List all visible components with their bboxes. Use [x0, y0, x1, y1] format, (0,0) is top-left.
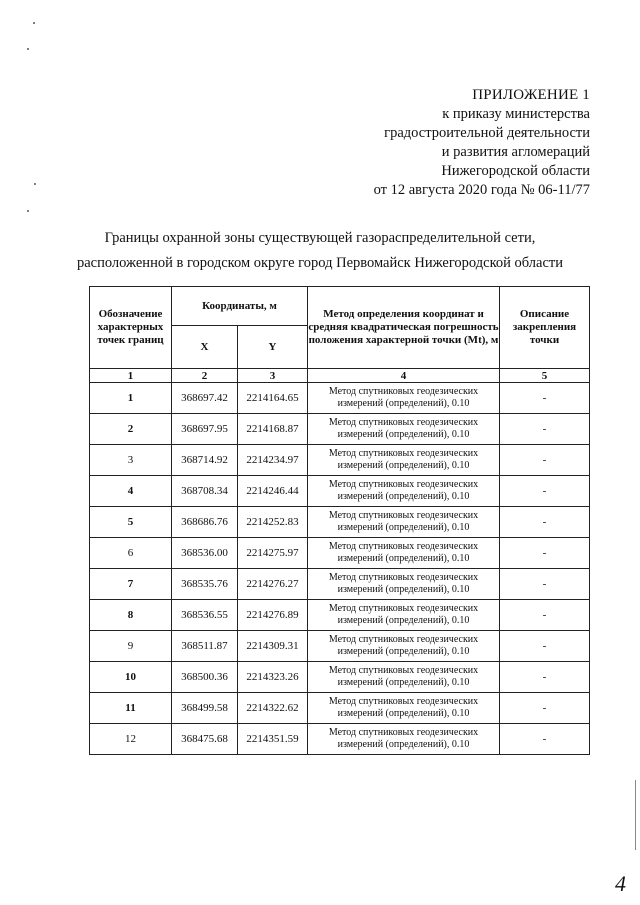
y-coordinate-cell: 2214234.97: [238, 445, 308, 476]
table-row: [90, 662, 590, 693]
column-number: 1: [90, 369, 172, 383]
point-cell: 6: [90, 538, 172, 569]
y-coordinate-cell: 2214309.31: [238, 631, 308, 662]
document-title-line: расположенной в городском округе город Первомайск Нижегородской области: [76, 255, 563, 271]
page-number: 4: [615, 871, 626, 896]
column-number: 4: [308, 369, 500, 383]
method-cell: Метод спутниковых геодезических измерений (определений), 0.10: [308, 414, 500, 445]
column-number-row: [90, 369, 590, 383]
x-coordinate-cell: 368714.92: [172, 445, 238, 476]
table-row: [90, 631, 590, 662]
x-coordinate-cell: 368536.00: [172, 538, 238, 569]
method-cell: Метод спутниковых геодезических измерений (определений), 0.10: [308, 662, 500, 693]
description-cell: -: [500, 507, 590, 538]
method-cell: Метод спутниковых геодезических измерений (определений), 0.10: [308, 600, 500, 631]
table-row: [90, 445, 590, 476]
appendix-line: к приказу министерства: [442, 106, 590, 122]
x-coordinate-cell: 368511.87: [172, 631, 238, 662]
scan-speck: [34, 183, 36, 185]
y-coordinate-cell: 2214275.97: [238, 538, 308, 569]
column-number: 3: [238, 369, 308, 383]
method-cell: Метод спутниковых геодезических измерений (определений), 0.10: [308, 569, 500, 600]
description-cell: -: [500, 724, 590, 755]
point-cell: 9: [90, 631, 172, 662]
x-coordinate-cell: 368708.34: [172, 476, 238, 507]
description-cell: -: [500, 414, 590, 445]
y-coordinate-cell: 2214322.62: [238, 693, 308, 724]
method-cell: Метод спутниковых геодезических измерений (определений), 0.10: [308, 476, 500, 507]
description-cell: -: [500, 476, 590, 507]
y-coordinate-cell: 2214276.89: [238, 600, 308, 631]
x-coordinate-cell: 368475.68: [172, 724, 238, 755]
scan-speck: [33, 22, 35, 24]
point-cell: 4: [90, 476, 172, 507]
table-row: [90, 569, 590, 600]
description-cell: -: [500, 383, 590, 414]
header-point-designation: Обозначение характерных точек границ: [90, 287, 172, 369]
method-cell: Метод спутниковых геодезических измерений (определений), 0.10: [308, 724, 500, 755]
description-cell: -: [500, 600, 590, 631]
table-row: [90, 383, 590, 414]
appendix-title: ПРИЛОЖЕНИЕ 1: [472, 87, 590, 103]
y-coordinate-cell: 2214351.59: [238, 724, 308, 755]
y-coordinate-cell: 2214252.83: [238, 507, 308, 538]
y-coordinate-cell: 2214246.44: [238, 476, 308, 507]
method-cell: Метод спутниковых геодезических измерений (определений), 0.10: [308, 631, 500, 662]
table-row: [90, 538, 590, 569]
table-body: [90, 383, 590, 755]
table-row: [90, 693, 590, 724]
scan-edge-line: [635, 780, 636, 850]
x-coordinate-cell: 368500.36: [172, 662, 238, 693]
description-cell: -: [500, 631, 590, 662]
point-cell: 7: [90, 569, 172, 600]
point-cell: 3: [90, 445, 172, 476]
appendix-line: Нижегородской области: [441, 163, 590, 179]
table-row: [90, 476, 590, 507]
y-coordinate-cell: 2214323.26: [238, 662, 308, 693]
coordinates-table: [89, 286, 590, 755]
x-coordinate-cell: 368697.42: [172, 383, 238, 414]
x-coordinate-cell: 368535.76: [172, 569, 238, 600]
point-cell: 11: [90, 693, 172, 724]
point-cell: 10: [90, 662, 172, 693]
method-cell: Метод спутниковых геодезических измерений (определений), 0.10: [308, 693, 500, 724]
point-cell: 5: [90, 507, 172, 538]
header-x: X: [172, 326, 238, 369]
description-cell: -: [500, 538, 590, 569]
table-row: [90, 507, 590, 538]
x-coordinate-cell: 368536.55: [172, 600, 238, 631]
method-cell: Метод спутниковых геодезических измерений (определений), 0.10: [308, 507, 500, 538]
point-cell: 12: [90, 724, 172, 755]
appendix-line: и развития агломераций: [441, 144, 590, 160]
method-cell: Метод спутниковых геодезических измерений (определений), 0.10: [308, 445, 500, 476]
document-title: [0, 226, 640, 276]
description-cell: -: [500, 569, 590, 600]
column-number: 5: [500, 369, 590, 383]
method-cell: Метод спутниковых геодезических измерений (определений), 0.10: [308, 538, 500, 569]
table-row: [90, 724, 590, 755]
description-cell: -: [500, 662, 590, 693]
column-number: 2: [172, 369, 238, 383]
document-title-line: Границы охранной зоны существующей газораспределительной сети,: [104, 230, 536, 246]
y-coordinate-cell: 2214168.87: [238, 414, 308, 445]
y-coordinate-cell: 2214164.65: [238, 383, 308, 414]
table-row: [90, 414, 590, 445]
table-row: [90, 600, 590, 631]
header-description: Описание закрепления точки: [500, 287, 590, 369]
description-cell: -: [500, 445, 590, 476]
method-cell: Метод спутниковых геодезических измерений (определений), 0.10: [308, 383, 500, 414]
point-cell: 1: [90, 383, 172, 414]
y-coordinate-cell: 2214276.27: [238, 569, 308, 600]
description-cell: -: [500, 693, 590, 724]
scan-speck: [27, 210, 29, 212]
appendix-header: [290, 86, 590, 200]
x-coordinate-cell: 368686.76: [172, 507, 238, 538]
appendix-line: градостроительной деятельности: [384, 125, 590, 141]
x-coordinate-cell: 368697.95: [172, 414, 238, 445]
appendix-line: от 12 августа 2020 года № 06-11/77: [373, 182, 590, 198]
x-coordinate-cell: 368499.58: [172, 693, 238, 724]
header-y: Y: [238, 326, 308, 369]
header-method: Метод определения координат и средняя квадратическая погрешность положения характерной точки (Mt), м: [308, 287, 500, 369]
point-cell: 2: [90, 414, 172, 445]
header-coordinates: Координаты, м: [172, 287, 308, 326]
scan-speck: [27, 48, 29, 50]
point-cell: 8: [90, 600, 172, 631]
